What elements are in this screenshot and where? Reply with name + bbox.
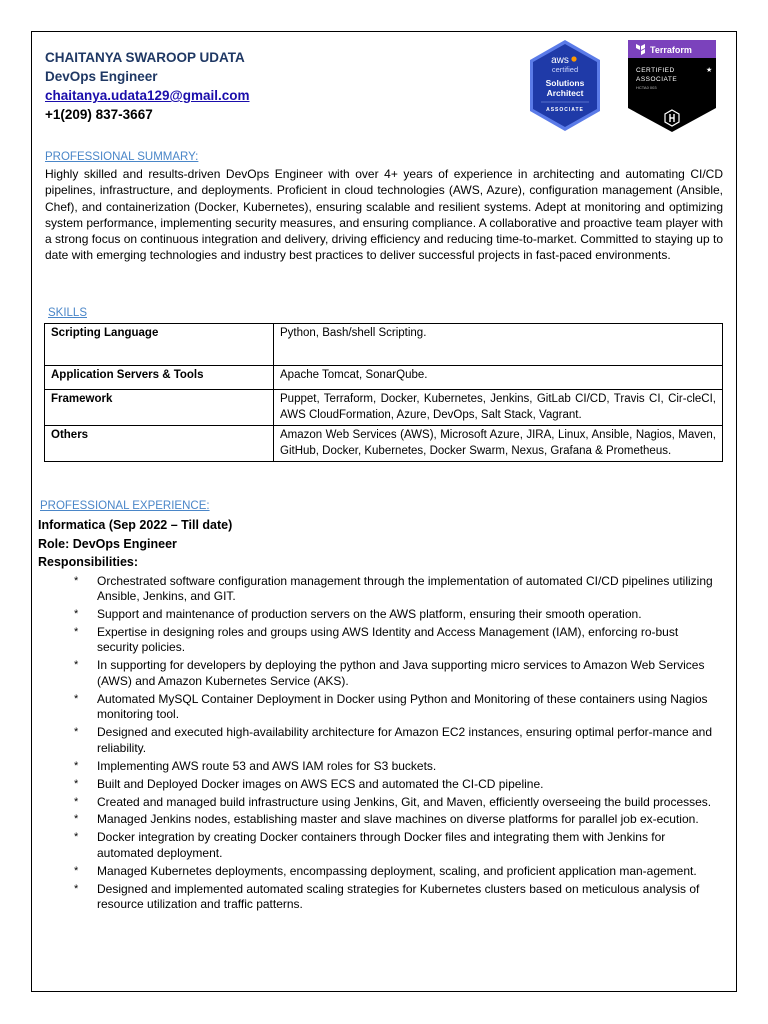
- skill-value: Python, Bash/shell Scripting.: [274, 324, 723, 366]
- skills-row-framework: [45, 390, 723, 426]
- list-item: * Managed Kubernetes deployments, encompassing deployment, scaling, and proficient application man-agement.: [74, 863, 697, 878]
- list-item: * Expertise in designing roles and groups using AWS Identity and Access Management (IAM), enforcing ro-bust security policies.: [74, 624, 679, 655]
- company-line: Informatica (Sep 2022 – Till date): [38, 518, 233, 532]
- summary-heading: PROFESSIONAL SUMMARY:: [45, 151, 199, 163]
- bullet-icon: *: [74, 607, 79, 620]
- bullet-icon: *: [74, 726, 79, 739]
- list-item: * Support and maintenance of production servers on the AWS platform, ensuring their smooth operation.: [74, 606, 642, 621]
- terraform-brand: Terraform: [650, 45, 692, 55]
- phone-number: +1(209) 837-3667: [45, 107, 153, 122]
- bullet-icon: *: [74, 759, 79, 772]
- skills-row-scripting: [45, 324, 723, 366]
- list-item: * Automated MySQL Container Deployment in Docker using Python and Monitoring of these containers using Nagios monitoring tool.: [74, 691, 708, 722]
- skill-category: Others: [45, 426, 274, 462]
- terraform-code-text: HCTA0 003: [636, 85, 657, 90]
- list-item: * Orchestrated software configuration management through the implementation of automated CI/CD pipelines utilizing Ansible, Jenkins, and GIT.: [74, 573, 713, 604]
- aws-certification-badge: [527, 38, 603, 133]
- skill-category: Framework: [45, 390, 274, 426]
- aws-solutions-text: Solutions: [545, 78, 585, 88]
- aws-certified-text: certified: [551, 65, 579, 74]
- skill-value: Apache Tomcat, SonarQube.: [274, 366, 723, 390]
- resume-header: [45, 48, 250, 124]
- candidate-name: CHAITANYA SWAROOP UDATA: [45, 50, 245, 65]
- skill-value: Amazon Web Services (AWS), Microsoft Azure, JIRA, Linux, Ansible, Nagios, Maven, GitHub, Docker, Kubernetes, Docker Swarm, Nexus, Grafana & Prometheus.: [274, 426, 723, 462]
- list-item: * Docker integration by creating Docker containers through Docker files and integrating them with Jenkins for automated deployment.: [74, 830, 666, 860]
- skill-value: Puppet, Terraform, Docker, Kubernetes, Jenkins, GitLab CI/CD, Travis CI, Cir-cleCI, AWS CloudFormation, Azure, DevOps, Salt Stack, Vagrant.: [274, 390, 723, 426]
- list-item: * Designed and implemented automated scaling strategies for Kubernetes clusters based on meticulous analysis of resource utilization and traffic patterns.: [74, 881, 700, 912]
- aws-brand: aws: [551, 55, 569, 66]
- email-link[interactable]: chaitanya.udata129@gmail.com: [45, 88, 250, 103]
- aws-architect-text: Architect: [546, 88, 584, 98]
- terraform-associate-text: ASSOCIATE: [636, 76, 678, 83]
- list-item: * Implementing AWS route 53 and AWS IAM roles for S3 buckets.: [74, 758, 437, 773]
- star-icon: ★: [706, 66, 713, 74]
- skills-table: [44, 323, 723, 462]
- experience-block: [38, 516, 728, 915]
- skill-category: Scripting Language: [45, 324, 274, 366]
- bullet-icon: *: [74, 795, 79, 808]
- bullet-icon: *: [74, 659, 79, 672]
- bullet-icon: *: [74, 831, 79, 844]
- bullet-icon: *: [74, 692, 79, 705]
- list-item: * Created and managed build infrastructure using Jenkins, Git, and Maven, efficiently overseeing the build processes.: [74, 794, 712, 809]
- skills-heading: SKILLS: [48, 307, 87, 319]
- terraform-certification-badge: [626, 38, 718, 134]
- job-title: DevOps Engineer: [45, 69, 158, 84]
- skill-category: Application Servers & Tools: [45, 366, 274, 390]
- bullet-icon: *: [74, 625, 79, 638]
- list-item: * Designed and executed high-availability architecture for Amazon EC2 instances, ensuring optimal perfor-mance and reliability.: [74, 725, 713, 755]
- bullet-icon: *: [74, 864, 79, 877]
- role-line: Role: DevOps Engineer: [38, 536, 177, 551]
- bullet-icon: *: [74, 574, 79, 587]
- skills-row-servers: [45, 366, 723, 390]
- summary-paragraph: Highly skilled and results-driven DevOps Engineer with over 4+ years of experience in architecting and automating CI/CD pipelines, infrastructure, and deployments. Proficient in cloud technologies (AWS, Azure), configuration management (Ansible, Chef), and containerization (Docker, Kubernetes), ensuring scalable and resilient systems. Adept at monitoring and optimizing system performance, implementing security measures, and ensuring compliance. A collaborative and proactive team player with a strong focus on continuous integration and delivery, driving efficiency and reducing time-to-market. Committed to staying up to date with emerging technologies and industry best practices to deliver successful projects in fast-paced environments.: [45, 167, 723, 263]
- list-item: * Managed Jenkins nodes, establishing master and slave machines on diverse platforms for parallel job ex-ecution.: [74, 812, 699, 827]
- list-item: * Built and Deployed Docker images on AWS ECS and automated the CI-CD pipeline.: [74, 776, 544, 791]
- list-item: * In supporting for developers by deploying the python and Java supporting micro services to Amazon Web Services (AWS) and Amazon Kubernetes Service (AKS).: [74, 658, 705, 688]
- bullet-icon: *: [74, 777, 79, 790]
- aws-orange-dot: [571, 56, 576, 61]
- terraform-certified-text: CERTIFIED: [636, 67, 675, 74]
- responsibilities-label: Responsibilities:: [38, 555, 139, 569]
- responsibilities-list: [38, 574, 728, 913]
- experience-heading: PROFESSIONAL EXPERIENCE:: [40, 500, 210, 512]
- aws-level-text: ASSOCIATE: [546, 107, 584, 113]
- skills-row-others: [45, 426, 723, 462]
- bullet-icon: *: [74, 813, 79, 826]
- bullet-icon: *: [74, 882, 79, 895]
